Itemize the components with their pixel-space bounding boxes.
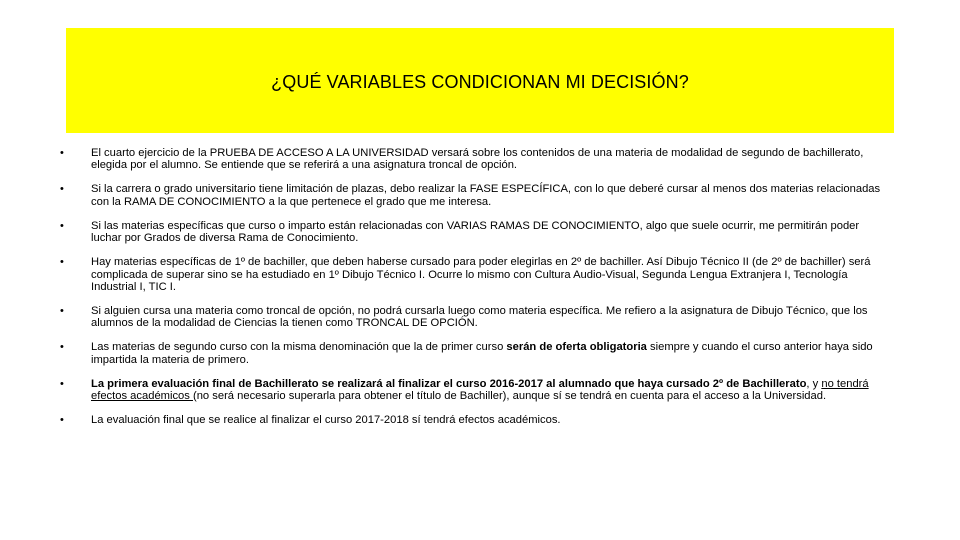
bullet-text-part: Las materias de segundo curso con la misma denominación que la de primer curso [91, 341, 507, 354]
bullet-dot: • [60, 256, 64, 269]
title-band [66, 28, 894, 133]
bullet-item [60, 341, 890, 366]
bullet-list [60, 147, 890, 438]
bullet-item [60, 183, 890, 208]
bullet-dot: • [60, 219, 64, 232]
bullet-text: La evaluación final que se realice al finalizar el curso 2017-2018 sí tendrá efectos académicos. [91, 414, 561, 427]
bullet-item [60, 256, 890, 293]
bullet-text: Si las materias específicas que curso o imparto están relacionadas con VARIAS RAMAS DE CONOCIMIENTO, algo que suele ocurrir, me permitirán poder luchar por Grados de diversa Rama de Conocimiento. [91, 219, 860, 245]
bullet-item [60, 305, 890, 330]
bullet-text: Si alguien cursa una materia como troncal de opción, no podrá cursarla luego como materia específica. Me refiero a la asignatura de Dibujo Técnico, que los alumnos de la modalidad de Ciencias la tienen como TRONCAL DE OPCIÓN. [91, 305, 868, 330]
bullet-text-part: siempre y cuando el curso anterior haya sido impartida la materia de primero. [91, 341, 873, 366]
bullet-dot: • [60, 414, 64, 427]
bullet-item [60, 378, 890, 403]
bullet-dot: • [60, 341, 64, 354]
bullet-dot: • [60, 377, 64, 390]
bullet-dot: • [60, 183, 64, 196]
bullet-item [60, 220, 890, 245]
bullet-text-bold: La primera evaluación final de Bachillerato se realizará al finalizar el curso 2016-2017 al alumnado que haya cursado 2º de Bachillerato [91, 377, 807, 390]
bullet-item [60, 147, 890, 172]
bullet-dot: • [60, 147, 64, 159]
bullet-text: El cuarto ejercicio de la PRUEBA DE ACCESO A LA UNIVERSIDAD versará sobre los contenidos de una materia de modalidad de segundo de bachillerato, elegida por el alumno. Se entiende que se referirá a una asignatura troncal de opción. [91, 147, 864, 172]
bullet-item [60, 414, 890, 426]
bullet-text: Si la carrera o grado universitario tiene limitación de plazas, debo realizar la FASE ESPECÍFICA, con lo que deberé cursar al menos dos materias relacionadas con la RAMA DE CONOCIMIENTO a la que pertenece el grado que me interesa. [91, 183, 881, 208]
bullet-text-part: , y [806, 377, 822, 390]
bullet-text [91, 378, 869, 402]
bullet-text: Hay materias específicas de 1º de bachiller, que deben haberse cursado para poder elegirlas en 2º de bachiller. Así Dibujo Técnico II (de 2º de bachiller) será complicada de superar sino se ha estudiado en 1º Dibujo Técnico I. Ocurre lo mismo con Cultura Audio-Visual, Segunda Lengua Extranjera I, Tecnología Industrial I, TIC I. [91, 256, 871, 294]
bullet-text [91, 341, 873, 365]
bullet-dot: • [60, 305, 64, 318]
bullet-text-part: (no será necesario superarla para obtener el título de Bachiller), aunque sí se tendrá en cuenta para el acceso a la Universidad. [192, 390, 827, 403]
slide-title: ¿QUÉ VARIABLES CONDICIONAN MI DECISIÓN? [271, 72, 689, 92]
bullet-text-bold: serán de oferta obligatoria [506, 341, 647, 354]
bullet-text-underline: no tendrá efectos académicos [91, 377, 869, 403]
